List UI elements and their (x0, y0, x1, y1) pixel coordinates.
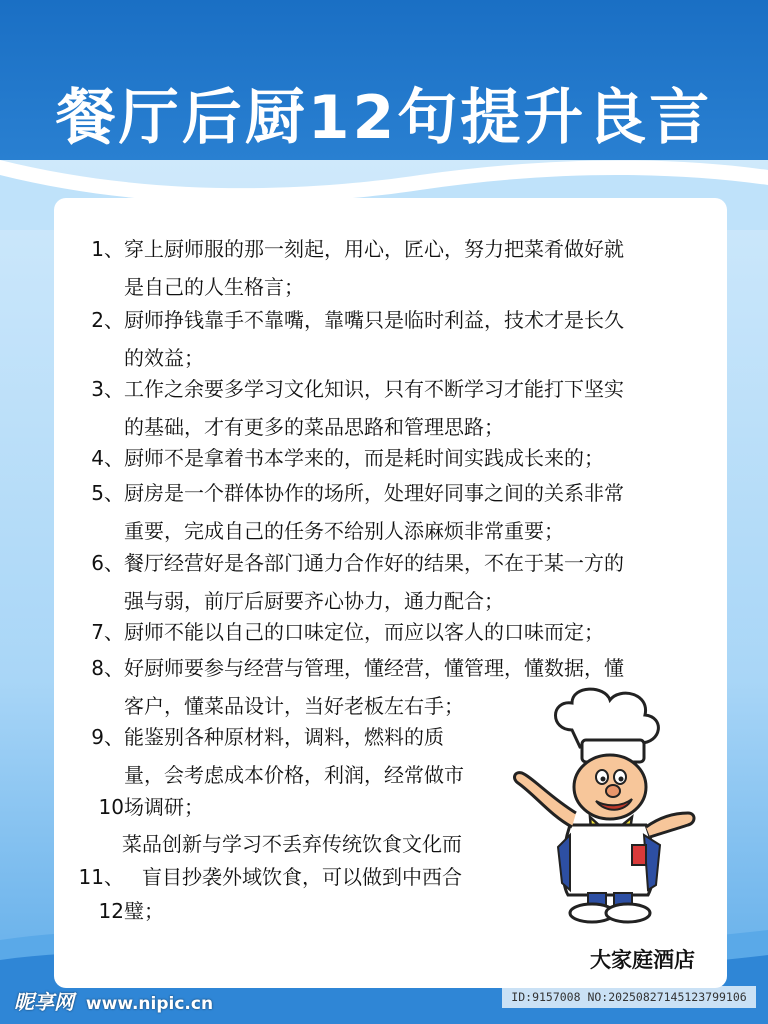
item-text: 强与弱，前厅后厨要齐心协力，通力配合； (124, 589, 504, 613)
item-number: 12 (98, 899, 124, 923)
item-text: 菜品创新与学习不丢弃传统饮食文化而 (122, 832, 462, 856)
item-number: 7、 (91, 620, 124, 644)
item-text: 盲目抄袭外域饮食，可以做到中西合 (142, 865, 462, 889)
chef-illustration (510, 685, 700, 930)
item-text: 好厨师要参与经营与管理，懂经营，懂管理，懂数据，懂 (124, 656, 624, 680)
nipic-watermark (14, 986, 213, 1015)
item-text: 量，会考虑成本价格，利润，经常做市 (124, 763, 464, 787)
item-text: 场调研； (124, 795, 204, 819)
hotel-name: 大家庭酒店 (590, 948, 695, 972)
nipic-logo: 昵享网 (14, 990, 74, 1014)
item-text: 工作之余要多学习文化知识，只有不断学习才能打下坚实 (124, 377, 624, 401)
item-text: 餐厅经营好是各部门通力合作好的结果，不在于某一方的 (124, 551, 624, 575)
item-text: 的基础，才有更多的菜品思路和管理思路； (124, 415, 504, 439)
item-text: 厨师不能以自己的口味定位，而应以客人的口味而定； (124, 620, 604, 644)
item-number: 9、 (91, 725, 124, 749)
item-text: 厨师挣钱靠手不靠嘴，靠嘴只是临时利益，技术才是长久 (124, 308, 624, 332)
item-number: 6、 (91, 551, 124, 575)
item-number: 8、 (91, 656, 124, 680)
item-text: 厨师不是拿着书本学来的，而是耗时间实践成长来的； (124, 446, 604, 470)
item-text: 的效益； (124, 346, 204, 370)
item-text: 是自己的人生格言； (124, 275, 304, 299)
item-text: 璧； (124, 899, 164, 923)
item-number: 10 (98, 795, 124, 819)
nipic-url: www.nipic.cn (85, 994, 214, 1014)
item-text: 穿上厨师服的那一刻起，用心，匠心，努力把菜肴做好就 (124, 237, 624, 261)
item-number: 2、 (91, 308, 124, 332)
item-number: 3、 (91, 377, 124, 401)
item-text: 厨房是一个群体协作的场所，处理好同事之间的关系非常 (124, 481, 624, 505)
item-text: 客户，懂菜品设计，当好老板左右手； (124, 694, 464, 718)
item-text: 重要，完成自己的任务不给别人添麻烦非常重要； (124, 519, 564, 543)
item-number: 11、 (78, 865, 124, 889)
item-number: 1、 (91, 237, 124, 261)
item-number: 4、 (91, 446, 124, 470)
item-number: 5、 (91, 481, 124, 505)
image-id-watermark: ID:9157008 NO:20250827145123799106 (502, 986, 756, 1008)
page-title: 餐厅后厨12句提升良言 (55, 83, 713, 153)
item-text: 能鉴别各种原材料，调料，燃料的质 (124, 725, 444, 749)
